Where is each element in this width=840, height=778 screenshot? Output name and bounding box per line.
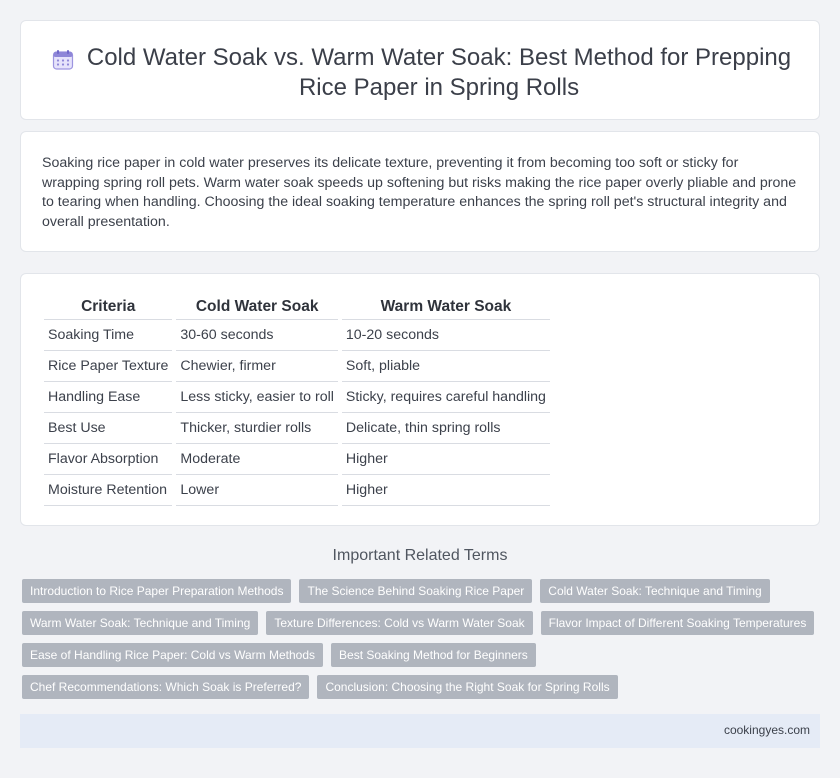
table-cell: Chewier, firmer bbox=[176, 351, 338, 382]
intro-paragraph: Soaking rice paper in cold water preserves its delicate texture, preventing it from becoming too soft or sticky for wrapping spring roll pets. Warm water soak speeds up softening but risks making the rice paper overly pliable and prone to tearing when handling. Choosing the ideal soaking temperature enhances the spring roll pet's structural integrity and overall presentation. bbox=[42, 155, 797, 230]
related-terms-list bbox=[22, 579, 822, 707]
table-cell: Rice Paper Texture bbox=[44, 351, 172, 382]
column-header: Cold Water Soak bbox=[176, 296, 338, 320]
related-terms-heading: Important Related Terms bbox=[332, 547, 508, 564]
table-row bbox=[44, 320, 550, 351]
related-term-tag[interactable]: Best Soaking Method for Beginners bbox=[331, 643, 536, 667]
table-cell: Soaking Time bbox=[44, 320, 172, 351]
table-cell: Handling Ease bbox=[44, 382, 172, 413]
table-cell: Flavor Absorption bbox=[44, 444, 172, 475]
table-cell: Moisture Retention bbox=[44, 475, 172, 506]
related-term-tag[interactable]: Warm Water Soak: Technique and Timing bbox=[22, 611, 258, 635]
table-row bbox=[44, 351, 550, 382]
table-cell: Lower bbox=[176, 475, 338, 506]
table-cell: Delicate, thin spring rolls bbox=[342, 413, 550, 444]
related-term-tag[interactable]: Texture Differences: Cold vs Warm Water Soak bbox=[266, 611, 532, 635]
related-term-tag[interactable]: Conclusion: Choosing the Right Soak for Spring Rolls bbox=[317, 675, 617, 699]
table-row bbox=[44, 413, 550, 444]
table-cell: Best Use bbox=[44, 413, 172, 444]
table-cell: Sticky, requires careful handling bbox=[342, 382, 550, 413]
related-term-tag[interactable]: Introduction to Rice Paper Preparation Methods bbox=[22, 579, 291, 603]
table-cell: Less sticky, easier to roll bbox=[176, 382, 338, 413]
table-row bbox=[44, 382, 550, 413]
table-cell: 10-20 seconds bbox=[342, 320, 550, 351]
related-term-tag[interactable]: The Science Behind Soaking Rice Paper bbox=[299, 579, 532, 603]
table-row bbox=[44, 444, 550, 475]
related-term-tag[interactable]: Cold Water Soak: Technique and Timing bbox=[540, 579, 769, 603]
comparison-card bbox=[20, 273, 820, 526]
related-term-tag[interactable]: Chef Recommendations: Which Soak is Preferred? bbox=[22, 675, 309, 699]
related-term-tag[interactable]: Flavor Impact of Different Soaking Temperatures bbox=[541, 611, 815, 635]
table-cell: Higher bbox=[342, 475, 550, 506]
column-header: Criteria bbox=[44, 296, 172, 320]
comparison-table bbox=[40, 296, 554, 506]
table-cell: Moderate bbox=[176, 444, 338, 475]
site-credit-link[interactable]: cookingyes.com bbox=[723, 723, 810, 737]
column-header: Warm Water Soak bbox=[342, 296, 550, 320]
title-card bbox=[20, 20, 820, 120]
footer-bar bbox=[20, 714, 820, 748]
table-header-row bbox=[44, 296, 550, 320]
page-title: Cold Water Soak vs. Warm Water Soak: Best Method for Prepping Rice Paper in Spring Rolls bbox=[86, 44, 792, 101]
table-cell: Thicker, sturdier rolls bbox=[176, 413, 338, 444]
table-row bbox=[44, 475, 550, 506]
table-cell: Soft, pliable bbox=[342, 351, 550, 382]
related-term-tag[interactable]: Ease of Handling Rice Paper: Cold vs Warm Methods bbox=[22, 643, 323, 667]
intro-card bbox=[20, 131, 820, 252]
table-cell: 30-60 seconds bbox=[176, 320, 338, 351]
table-cell: Higher bbox=[342, 444, 550, 475]
